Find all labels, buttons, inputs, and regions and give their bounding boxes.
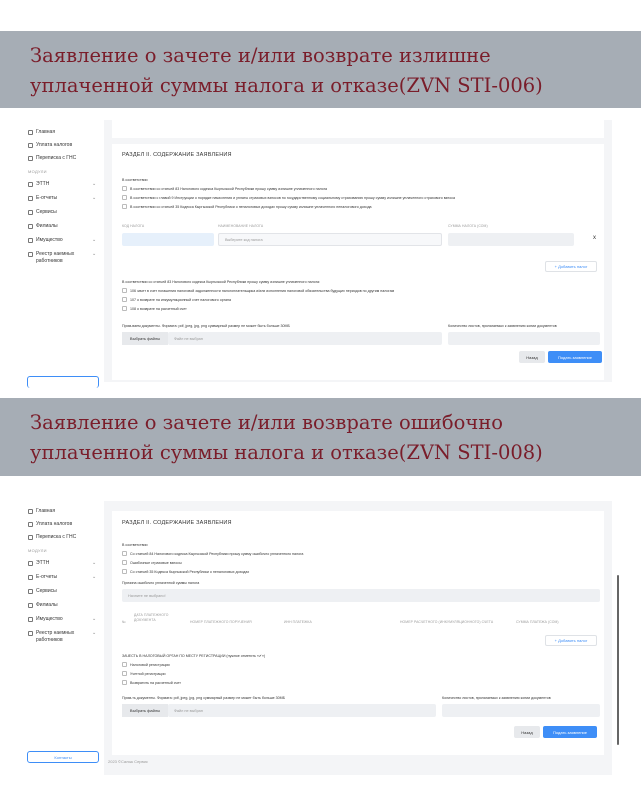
banner-2-line-2: уплаченной суммы налога и отказе(ZVN STI-008)	[30, 441, 543, 464]
title-banner-1	[0, 31, 641, 108]
sidebar-item-home[interactable]: Главная	[28, 128, 55, 136]
tax-code-select[interactable]: Выберите код налога	[218, 233, 442, 246]
sheets-count-input[interactable]	[442, 704, 600, 717]
option-checkbox-2[interactable]	[122, 195, 127, 200]
sidebar-item-ettn[interactable]: ЭТТН ⌄	[28, 180, 49, 188]
report-icon	[28, 196, 33, 201]
col-inn: ИНН ПЛАТЕЖКА	[284, 620, 312, 624]
report-icon	[28, 575, 33, 580]
tax-code-field[interactable]	[122, 233, 214, 246]
offset-option-1: Налоговой регистрации	[130, 663, 170, 667]
file-name-field: Файл не выбран	[168, 704, 436, 717]
sidebar-item-branches[interactable]: Филиалы	[28, 222, 58, 230]
sidebar-item-ereports[interactable]: Е-отчеты ⌄	[28, 194, 57, 202]
art-label-106: 106 зачет в счет погашения налоговой задолженности налогоплательщика и/или исполнения налоговой обязательства будущих периодов по другим налогам	[130, 289, 395, 293]
art-checkbox-107[interactable]	[122, 297, 127, 302]
col-order-number: НОМЕР ПЛАТЕЖНОГО ПОРУЧЕНИЯ	[190, 620, 252, 624]
chevron-down-icon: ⌄	[92, 616, 97, 622]
branch-icon	[28, 603, 33, 608]
truck-icon	[28, 561, 33, 566]
main-area	[104, 120, 612, 382]
section-title: РАЗДЕЛ II. СОДЕРЖАНИЕ ЗАЯВЛЕНИЯ	[122, 520, 232, 526]
chevron-down-icon: ⌄	[92, 237, 97, 243]
people-icon	[28, 252, 33, 257]
option-label-3: В соответствии со статьей 35 Кодекса Кыргызской Республики о неналоговых доходах прошу сумму излишне уплаченного неналогового дохода	[130, 205, 372, 209]
payment-icon	[28, 143, 33, 148]
sidebar-item-ettn[interactable]: ЭТТН ⌄	[28, 559, 49, 567]
screenshot-2	[0, 495, 641, 775]
col-tax-name: НАИМЕНОВАНИЕ НАЛОГА	[218, 224, 264, 228]
property-icon	[28, 238, 33, 243]
sidebar-item-home[interactable]: Главная	[28, 507, 55, 515]
chevron-down-icon: ⌄	[92, 251, 97, 257]
art-checkbox-106[interactable]	[122, 288, 127, 293]
option-checkbox-2[interactable]	[122, 560, 127, 565]
section-title: РАЗДЕЛ II. СОДЕРЖАНИЕ ЗАЯВЛЕНИЯ	[122, 152, 232, 158]
services-icon	[28, 210, 33, 215]
sheets-label: Количество листов, прилагаемых к заявлению копии документов	[448, 324, 557, 328]
truck-icon	[28, 182, 33, 187]
people-icon	[28, 631, 33, 636]
choose-files-button[interactable]: Выбрать файлы	[122, 332, 168, 345]
option-checkbox-1[interactable]	[122, 551, 127, 556]
offset-option-2: Учетной регистрации	[130, 672, 166, 676]
sidebar-item-payments[interactable]: Уплата налогов	[28, 520, 72, 528]
payment-icon	[28, 522, 33, 527]
chevron-down-icon: ⌄	[92, 560, 97, 566]
offset-label: ЗАЧЕСТЬ В НАЛОГОВЫЙ ОРГАН ПО МЕСТУ РЕГИСТРАЦИИ (нужное отметить «✔»)	[122, 654, 266, 658]
option-checkbox-3[interactable]	[122, 204, 127, 209]
remove-row-icon[interactable]: x	[593, 235, 596, 241]
sidebar-item-branches[interactable]: Филиалы	[28, 601, 58, 609]
sidebar-item-employees[interactable]: Реестр наемных ⌄	[28, 250, 74, 258]
attach-label: Прим-ть документы. Формата: pdf, jpeg, jpg, png суммарный размер не может быть больше 30МБ	[122, 696, 286, 700]
sidebar-item-correspondence[interactable]: Переписка с ГНС	[28, 154, 76, 162]
section-2-card	[112, 144, 604, 380]
offset-checkbox-2[interactable]	[122, 671, 127, 676]
submit-button[interactable]: Подать заявление	[543, 726, 597, 738]
sidebar-item-services[interactable]: Сервисы	[28, 208, 57, 216]
choose-files-button[interactable]: Выбрать файлы	[122, 704, 168, 717]
banner-2-line-1: Заявление о зачете и/или возврате ошибочно	[30, 411, 503, 434]
screenshot-1	[0, 118, 641, 388]
scrollbar[interactable]	[617, 575, 619, 745]
chevron-down-icon: ⌄	[92, 630, 97, 636]
art-checkbox-108[interactable]	[122, 306, 127, 311]
option-label-3: Со статьей 35 Кодекса Кыргызской Республики о неналоговых доходах	[130, 570, 250, 574]
previous-section-card	[112, 120, 604, 138]
banner-1-line-2: уплаченной суммы налога и отказе(ZVN STI-006)	[30, 74, 543, 97]
according-label: В соответствии	[122, 178, 148, 182]
sidebar	[0, 118, 100, 388]
services-icon	[28, 589, 33, 594]
sidebar-item-property[interactable]: Имущество ⌄	[28, 236, 63, 244]
branch-icon	[28, 224, 33, 229]
banner-1-line-1: Заявление о зачете и/или возврате излишне	[30, 44, 491, 67]
sidebar-item-correspondence[interactable]: Переписка с ГНС	[28, 533, 76, 541]
art83-label: В соответствии со статьей 83 Налогового кодекса Кыргызской Республики прошу сумму излишне уплаченного налога:	[122, 280, 320, 284]
tax-sum-field[interactable]	[448, 233, 574, 246]
home-icon	[28, 509, 33, 514]
offset-checkbox-3[interactable]	[122, 680, 127, 685]
home-icon	[28, 130, 33, 135]
submit-button[interactable]: Подать заявление	[548, 351, 602, 363]
col-sum: СУММА ПЛАТЕЖА (СОМ)	[516, 620, 559, 624]
back-button[interactable]: Назад	[514, 726, 540, 738]
mail-icon	[28, 535, 33, 540]
reason-label: Причина ошибочно уплаченной суммы налога	[122, 581, 200, 585]
sidebar-item-employees[interactable]: Реестр наемных ⌄	[28, 629, 74, 637]
property-icon	[28, 617, 33, 622]
sidebar-item-services[interactable]: Сервисы	[28, 587, 57, 595]
title-banner-2	[0, 398, 641, 476]
contacts-button[interactable]: Контакты	[27, 751, 99, 763]
option-checkbox-1[interactable]	[122, 186, 127, 191]
sidebar-section-label: МОДУЛИ	[28, 548, 47, 553]
attach-label: Прим-ваем документы. Формата: pdf, jpeg, jpg, png суммарный размер не может быть больше 30МБ	[122, 324, 290, 328]
sidebar-item-employees-line-2: работников	[36, 637, 63, 643]
col-tax-sum: СУММА НАЛОГА (СОМ)	[448, 224, 488, 228]
option-label-2: Ошибочные страховые взносы	[130, 561, 182, 565]
chevron-down-icon: ⌄	[92, 195, 97, 201]
col-account: НОМЕР РАСЧЕТНОГО (ИНКУМУЛЯЦИОННОГО) СЧЕТА	[400, 620, 494, 624]
main-area	[104, 501, 612, 775]
offset-option-3: Возвратить на расчетный счет	[130, 681, 181, 685]
option-checkbox-3[interactable]	[122, 569, 127, 574]
art-label-107: 107 о возврате на инкумуляционный счет налогового органа	[130, 298, 231, 302]
mail-icon	[28, 156, 33, 161]
option-label-1: В соответствии со статьей 83 Налогового кодекса Кыргызской Республики прошу сумму излишне уплаченного налога	[130, 187, 327, 191]
sheets-count-input[interactable]	[448, 332, 600, 345]
sidebar-section-label: МОДУЛИ	[28, 169, 47, 174]
file-name-field: Файл не выбран	[168, 332, 442, 345]
add-tax-button[interactable]: + Добавить налог	[545, 635, 597, 646]
back-button[interactable]: Назад	[519, 351, 545, 363]
col-number: №	[122, 620, 126, 624]
sidebar-item-ereports[interactable]: Е-отчеты ⌄	[28, 573, 57, 581]
section-2-card	[112, 511, 604, 755]
sidebar-item-employees-line-2: работников	[36, 258, 63, 264]
sidebar-item-payments[interactable]: Уплата налогов	[28, 141, 72, 149]
chevron-down-icon: ⌄	[92, 574, 97, 580]
according-label: В соответствии	[122, 543, 148, 547]
sidebar	[0, 495, 100, 775]
sheets-label: Количество листов, прилагаемых к заявлению копии документов	[442, 696, 551, 700]
col-tax-code: КОД НАЛОГА	[122, 224, 145, 228]
add-tax-button[interactable]: + Добавить налог	[545, 261, 597, 272]
reason-select[interactable]: Начните не выбрано!	[122, 589, 600, 602]
offset-checkbox-1[interactable]	[122, 662, 127, 667]
option-label-2: В соответствии с главой 9 Инструкции о порядке начисления и уплаты страховых взносов по государственному социальному страхованию прошу сумму излишне уплаченного страхового взноса	[130, 196, 455, 200]
footer-copyright: 2023 ©Салык Сервис	[108, 759, 148, 764]
chevron-down-icon: ⌄	[92, 181, 97, 187]
col-date: ДАТА ПЛАТЕЖНОГО ДОКУМЕНТА	[134, 613, 169, 622]
contacts-button[interactable]	[27, 376, 99, 388]
art-label-108: 108 о возврате на расчетный счет	[130, 307, 187, 311]
option-label-1: Со статьей 84 Налогового кодекса Кыргызской Республики прошу сумму ошибочно уплаченного налога	[130, 552, 304, 556]
sidebar-item-property[interactable]: Имущество ⌄	[28, 615, 63, 623]
